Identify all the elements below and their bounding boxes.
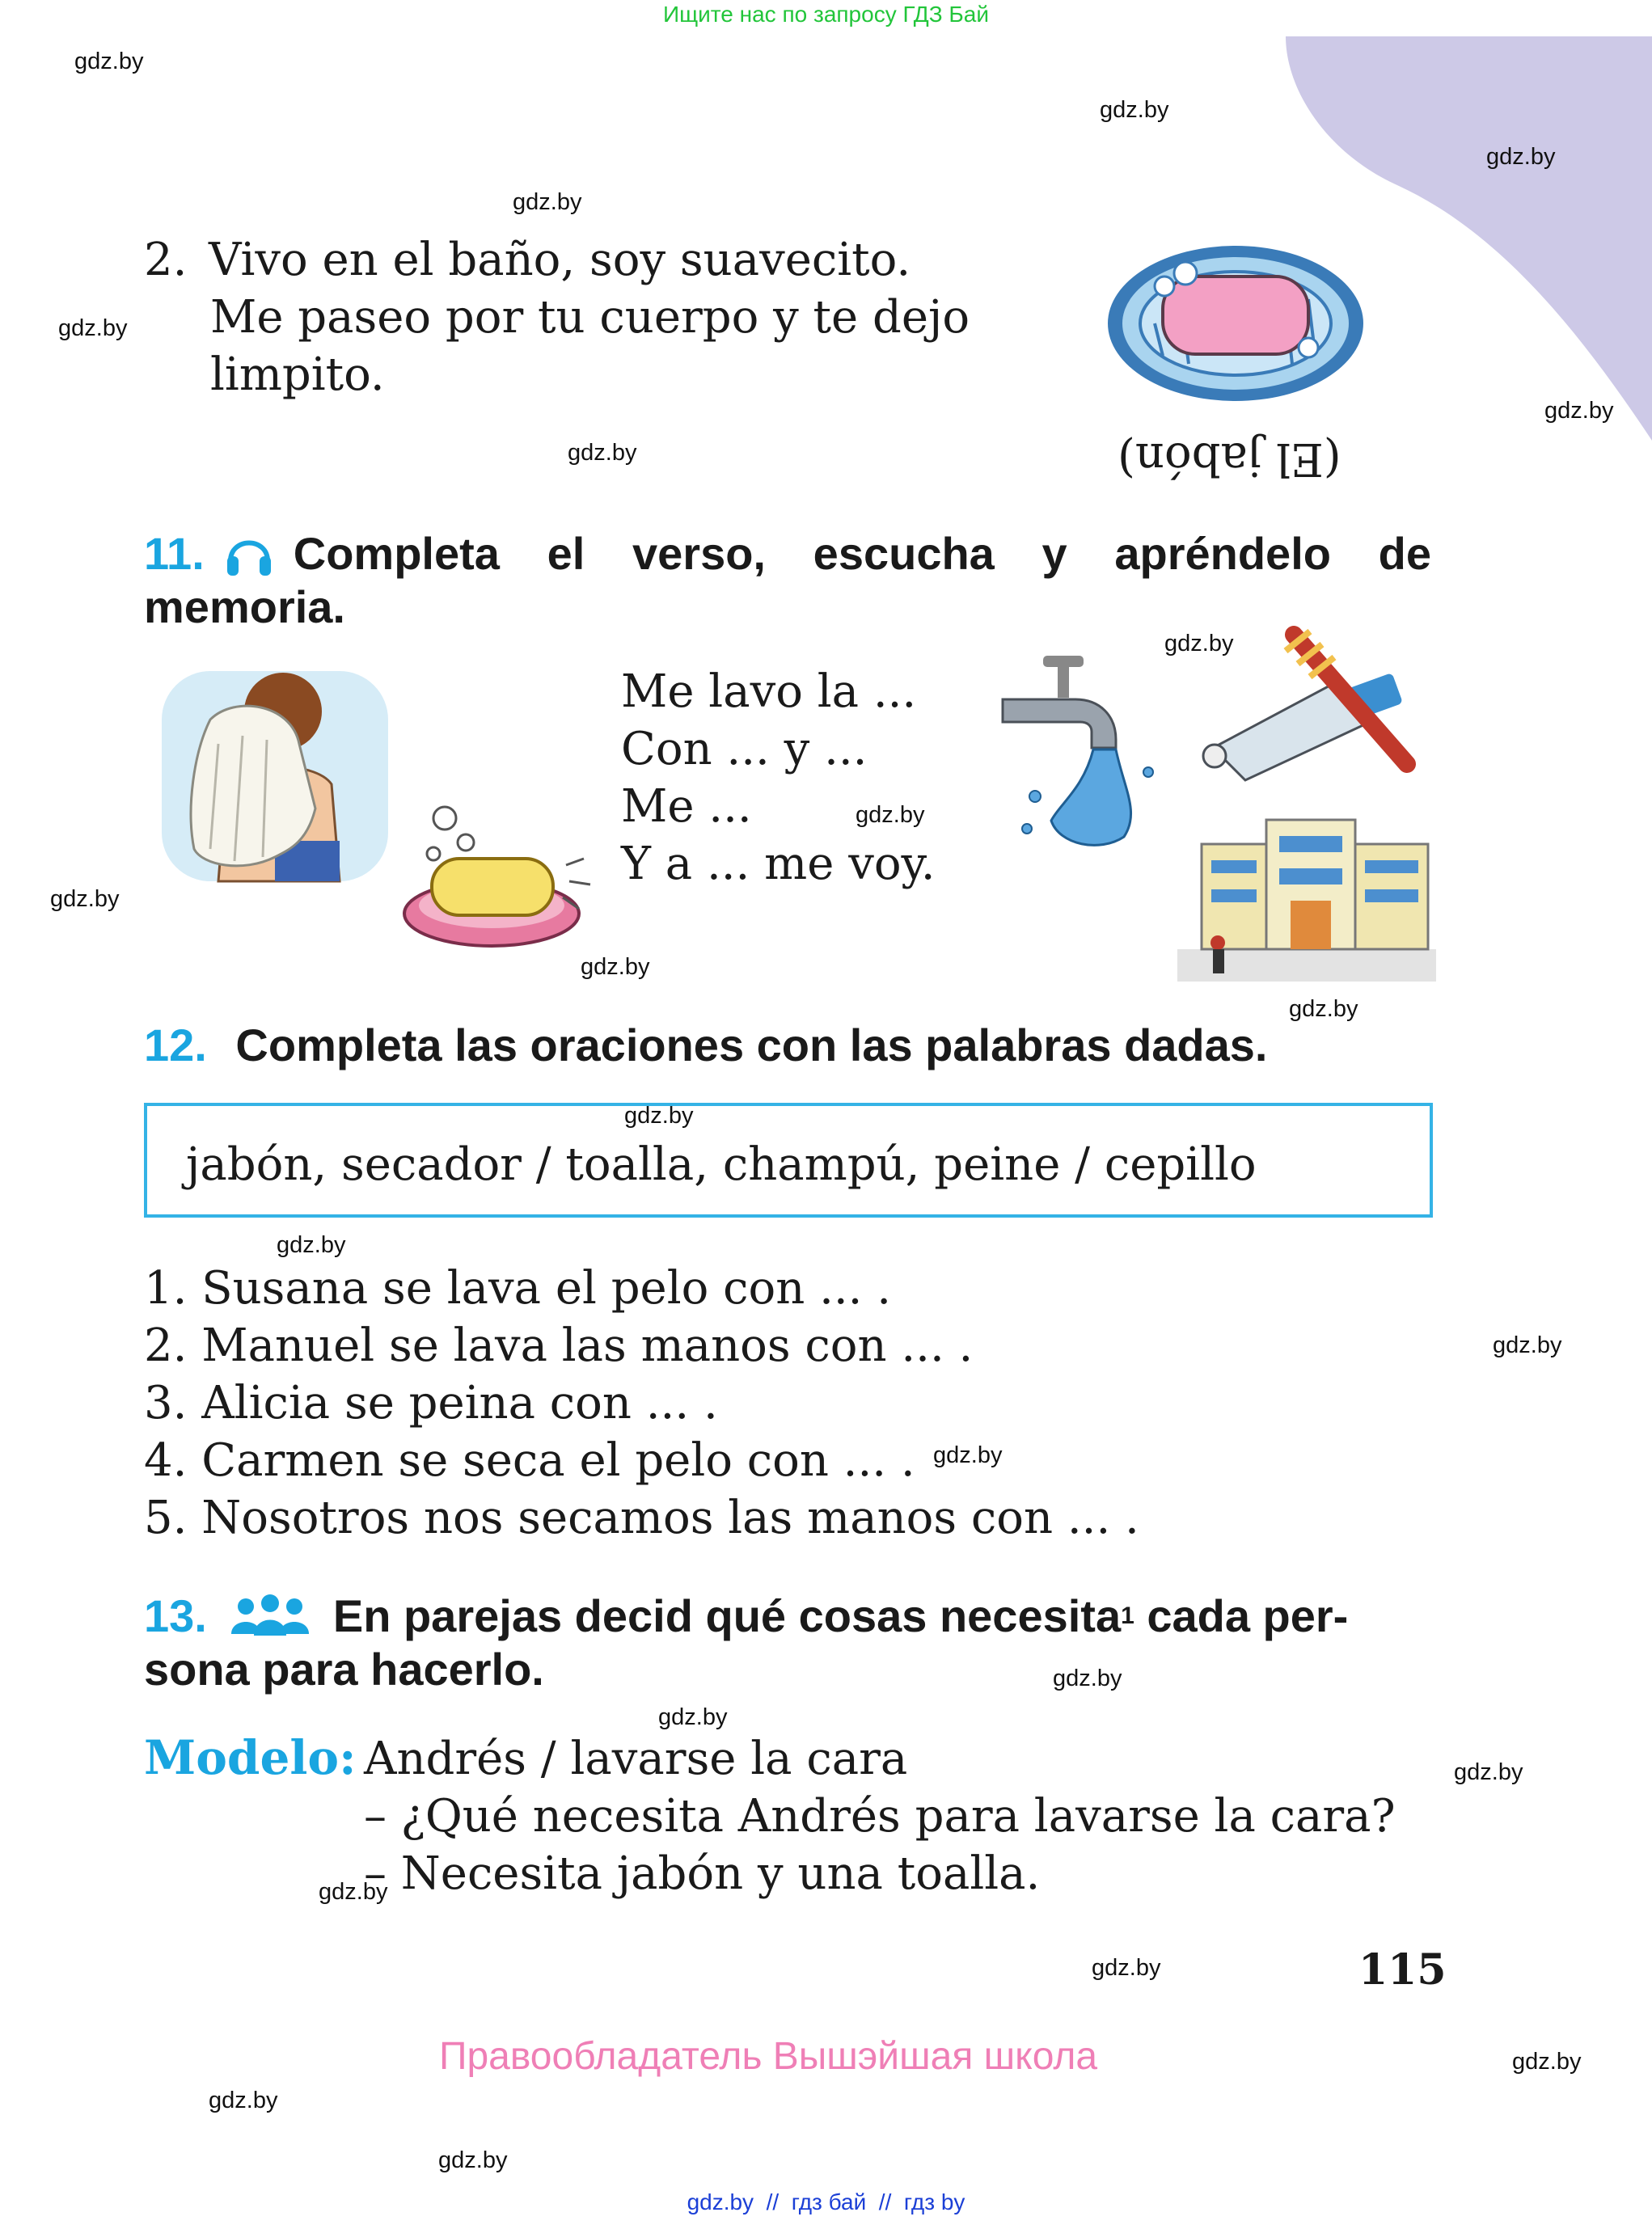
item-text: Manuel se lava las manos con ... .	[201, 1319, 974, 1372]
watermark: gdz.by	[319, 1879, 388, 1905]
footnote-marker: 1	[1121, 1602, 1134, 1629]
modelo-example	[364, 1730, 1396, 1902]
task-title: Completa el verso, escucha y apréndelo de	[293, 528, 1431, 579]
bottom-banner[interactable]: gdz.by // гдз бай // гдз by	[687, 2189, 965, 2214]
watermark: gdz.by	[277, 1232, 346, 1258]
modelo-label: Modelo:	[144, 1730, 357, 1785]
boy-with-towel-illustration	[154, 647, 396, 889]
watermark: gdz.by	[438, 2147, 508, 2173]
item-number: 5.	[144, 1492, 188, 1544]
riddle-line: limpito.	[210, 348, 385, 401]
page-number: 115	[1358, 1945, 1447, 1995]
item-number: 4.	[144, 1434, 188, 1487]
task-number: 13.	[144, 1590, 207, 1641]
item-number: 2.	[144, 1319, 188, 1372]
watermark: gdz.by	[1053, 1666, 1122, 1691]
task12-heading	[144, 1019, 1267, 1072]
group-icon	[230, 1594, 311, 1639]
verse-line: Me lavo la ...	[621, 665, 917, 718]
task-title: Completa las oraciones con las palabras dadas.	[235, 1020, 1268, 1070]
verse-line: Con ... y ...	[621, 723, 868, 775]
task-number: 11.	[144, 528, 205, 579]
riddle-line: Vivo en el baño, soy suavecito.	[209, 234, 911, 286]
watermark: gdz.by	[933, 1442, 1003, 1468]
watermark: gdz.by	[581, 954, 650, 980]
watermark: gdz.by	[1092, 1955, 1161, 1981]
riddle-line: Me paseo por tu cuerpo y te dejo	[210, 291, 970, 344]
watermark: gdz.by	[74, 49, 144, 74]
list-item	[144, 1374, 1139, 1432]
watermark: gdz.by	[209, 2088, 278, 2113]
riddle	[144, 231, 970, 403]
verse	[621, 663, 936, 893]
watermark: gdz.by	[1512, 2049, 1582, 2075]
soap-dish-illustration	[1106, 243, 1373, 404]
item-text: Carmen se seca el pelo con ... .	[201, 1434, 915, 1487]
list-item	[144, 1260, 1139, 1317]
watermark: gdz.by	[1544, 398, 1614, 424]
list-item	[144, 1489, 1139, 1547]
riddle-answer: (El jabón)	[1118, 433, 1341, 485]
modelo-line: – Necesita jabón y una toalla.	[364, 1847, 1041, 1900]
verse-line: Me ...	[621, 780, 752, 833]
soap-bar-illustration	[396, 800, 598, 954]
school-building-illustration	[1177, 812, 1436, 982]
task-title: En parejas decid qué cosas necesita	[332, 1590, 1122, 1641]
faucet-illustration	[1003, 651, 1164, 861]
word-box	[144, 1103, 1433, 1218]
watermark: gdz.by	[513, 189, 582, 215]
task13-heading	[144, 1590, 1433, 1696]
watermark: gdz.by	[1289, 996, 1358, 1022]
task-title-end: cada per-	[1134, 1590, 1349, 1641]
copyright-notice: Правообладатель Вышэйшая школа	[438, 2035, 1098, 2078]
modelo-line: Andrés / lavarse la cara	[364, 1733, 908, 1785]
watermark: gdz.by	[50, 886, 120, 912]
list-item	[144, 1317, 1139, 1374]
item-text: Alicia se peina con ... .	[201, 1377, 718, 1429]
item-text: Susana se lava el pelo con ... .	[201, 1262, 892, 1315]
item-number: 3.	[144, 1377, 188, 1429]
task-title-continued: memoria.	[144, 581, 345, 632]
item-number: 1.	[144, 1262, 188, 1315]
watermark: gdz.by	[1454, 1759, 1523, 1785]
toothbrush-toothpaste-illustration	[1197, 627, 1415, 788]
riddle-number: 2.	[144, 234, 188, 286]
modelo-line: – ¿Qué necesita Andrés para lavarse la cara?	[364, 1790, 1396, 1843]
verse-line: Y a ... me voy.	[621, 838, 936, 890]
watermark: gdz.by	[568, 440, 637, 466]
watermark: gdz.by	[1486, 144, 1556, 170]
watermark: gdz.by	[1100, 97, 1169, 123]
headphones-icon	[224, 529, 274, 579]
word-list: jabón, secador / toalla, champú, peine / cepillo	[186, 1138, 1257, 1191]
list-item	[144, 1432, 1139, 1489]
item-text: Nosotros nos secamos las manos con ... .	[201, 1492, 1139, 1544]
watermark: gdz.by	[1493, 1332, 1562, 1358]
watermark: gdz.by	[624, 1103, 694, 1129]
watermark: gdz.by	[658, 1704, 728, 1730]
sentence-list	[144, 1260, 1139, 1547]
watermark: gdz.by	[856, 802, 925, 828]
task11-heading	[144, 527, 1431, 634]
watermark: gdz.by	[1164, 631, 1234, 657]
top-banner[interactable]: Ищите нас по запросу ГДЗ Бай	[662, 2, 990, 27]
watermark: gdz.by	[58, 315, 128, 341]
task-title-continued: sona para hacerlo.	[144, 1644, 544, 1695]
task-number: 12.	[144, 1020, 207, 1070]
